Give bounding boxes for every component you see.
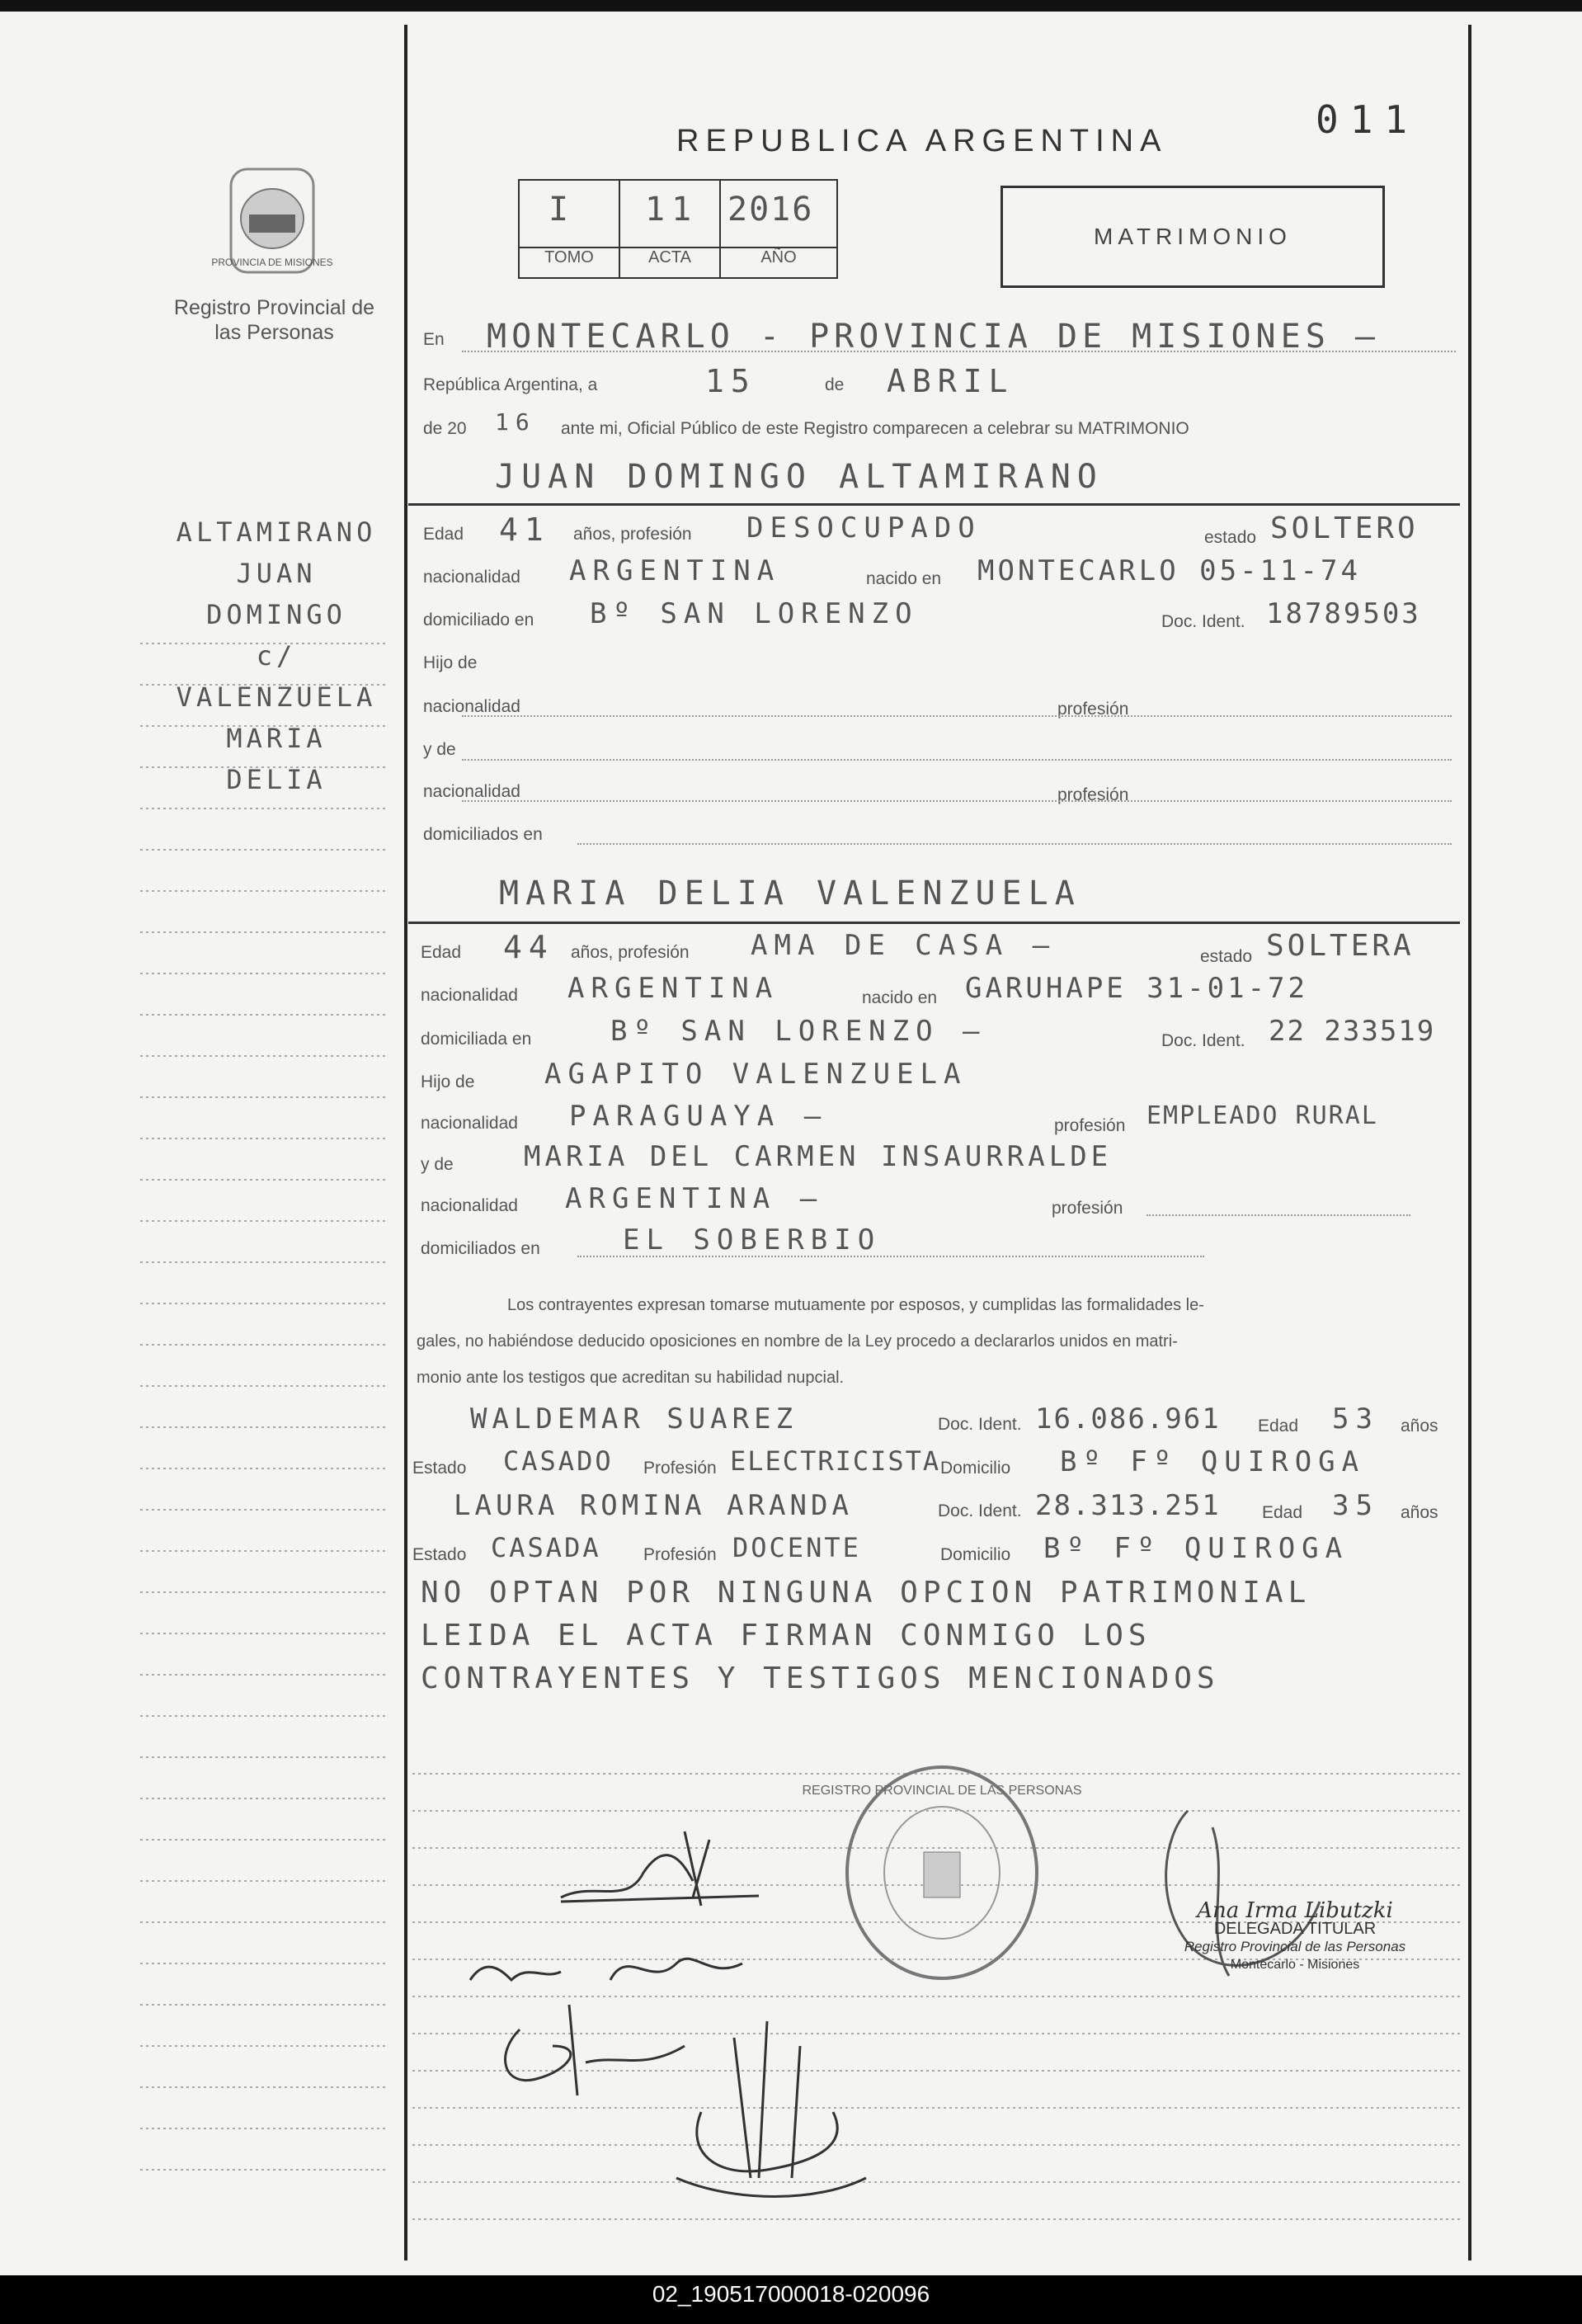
groom-nacionalidad-label: nacionalidad [423, 568, 520, 587]
bride-domicilio-label: domiciliada en [421, 1030, 532, 1049]
statement-text: ante mi, Oficial Público de este Registro comparecen a celebrar su MATRIMONIO [561, 419, 1189, 438]
tomo-value: I [549, 191, 576, 229]
margin-note-line: VALENZUELA [176, 681, 377, 713]
witness1-profesion-label: Profesión [643, 1459, 717, 1478]
legal-line: gales, no habiéndose deducido oposiciones en nombre de la Ley procedo a declararlos unidos en matri- [417, 1332, 1178, 1351]
groom-name: JUAN DOMINGO ALTAMIRANO [495, 458, 1104, 496]
groom-doc: 18789503 [1266, 597, 1421, 630]
bride-nacionalidad: ARGENTINA [567, 972, 779, 1005]
witness2-doc-label: Doc. Ident. [938, 1501, 1022, 1520]
bride-doc-label: Doc. Ident. [1161, 1031, 1245, 1050]
witness1-edad-label: Edad [1258, 1417, 1299, 1435]
witness1-domicilio: Bº Fº QUIROGA [1060, 1445, 1366, 1478]
year-prefix-label: de 20 [423, 419, 467, 438]
registry-name: Registro Provincial de las Personas [173, 296, 375, 344]
groom-nac1-line [462, 715, 1452, 717]
round-seal-icon [802, 1761, 1082, 1984]
bride-domiciliados: EL SOBERBIO [623, 1223, 882, 1256]
witness1-domicilio-label: Domicilio [940, 1459, 1011, 1478]
witness1-anos: años [1401, 1417, 1438, 1435]
witness2-domicilio-label: Domicilio [940, 1545, 1011, 1564]
month-value: ABRIL [887, 363, 1015, 399]
right-margin-rule [1468, 25, 1471, 2260]
groom-dom-line [577, 843, 1452, 845]
witness1-edad: 53 [1332, 1402, 1379, 1435]
margin-note [148, 511, 404, 800]
official-stamp [1155, 1898, 1435, 1974]
groom-divider [408, 503, 1460, 506]
groom-domicilio-label: domiciliado en [423, 610, 534, 629]
groom-nac2-line [462, 800, 1452, 802]
acta-value: 11 [645, 191, 699, 229]
groom-prof1-label: profesión [1057, 700, 1129, 719]
witness1-doc-label: Doc. Ident. [938, 1415, 1022, 1434]
round-seal-text: REGISTRO PROVINCIAL DE LAS PERSONAS [802, 1784, 1082, 1798]
witness2-domicilio: Bº Fº QUIROGA [1043, 1532, 1349, 1565]
groom-prof2-label: profesión [1057, 785, 1129, 804]
acta-label: ACTA [619, 247, 721, 279]
groom-edad: 41 [499, 511, 550, 548]
witness2-edad-label: Edad [1262, 1503, 1303, 1522]
scan-top-edge [0, 0, 1582, 12]
groom-estado: SOLTERO [1270, 511, 1419, 545]
margin-note-line: DELIA [226, 764, 327, 795]
place-line [462, 351, 1456, 352]
note-line: NO OPTAN POR NINGUNA OPCION PATRIMONIAL [421, 1576, 1311, 1610]
coat-of-arms-icon [211, 165, 333, 276]
bride-madre: MARIA DEL CARMEN INSAURRALDE [524, 1140, 1113, 1173]
witness2-doc: 28.313.251 [1035, 1489, 1221, 1522]
witness1-estado: CASADO [503, 1445, 614, 1477]
bride-nac1-label: nacionalidad [421, 1114, 518, 1133]
bride-padre: AGAPITO VALENZUELA [544, 1058, 968, 1091]
seal-text: PROVINCIA DE MISIONES [211, 257, 333, 268]
margin-note-line: MARIA [226, 723, 327, 754]
groom-hijo-label: Hijo de [423, 653, 478, 672]
day-value: 15 [705, 363, 756, 399]
bride-padre-prof: EMPLEADO RURAL [1146, 1101, 1378, 1130]
signature-witness-2 [668, 2013, 883, 2203]
ano-value: 2016 [727, 191, 814, 229]
legal-text [417, 1287, 1452, 1396]
official-place: Montecarlo - Misiones [1230, 1958, 1360, 1972]
official-office: Registro Provincial de las Personas [1184, 1939, 1406, 1954]
groom-edad-label: Edad [423, 525, 464, 544]
witness2-name: LAURA ROMINA ARANDA [454, 1489, 853, 1522]
groom-yde-label: y de [423, 740, 456, 759]
bride-padre-nac: PARAGUAYA — [569, 1100, 828, 1133]
ano-label: AÑO [719, 247, 838, 279]
bride-prof2-line [1146, 1214, 1410, 1216]
note-line: LEIDA EL ACTA FIRMAN CONMIGO LOS [421, 1619, 1151, 1652]
de-label: de [825, 375, 845, 394]
margin-note-line: c/ [256, 640, 297, 672]
bride-yde-label: y de [421, 1155, 454, 1174]
official-name: Ana Irma Libutzki [1197, 1898, 1393, 1923]
bride-nacido-label: nacido en [862, 988, 938, 1007]
witness2-estado-label: Estado [412, 1545, 467, 1564]
notes [421, 1572, 1460, 1700]
tomo-cell [518, 179, 620, 248]
place-value: MONTECARLO - PROVINCIA DE MISIONES — [487, 318, 1380, 356]
bride-divider [408, 922, 1460, 924]
margin-note-line: ALTAMIRANO [176, 516, 377, 548]
bride-prof1-label: profesión [1054, 1116, 1126, 1135]
margin-ruled-lines [140, 643, 396, 2194]
witness1-doc: 16.086.961 [1035, 1402, 1221, 1435]
bride-nacionalidad-label: nacionalidad [421, 986, 518, 1005]
note-line: CONTRAYENTES Y TESTIGOS MENCIONADOS [421, 1662, 1220, 1695]
ano-cell [719, 179, 838, 248]
witness2-profesion-label: Profesión [643, 1545, 717, 1564]
witness2-anos: años [1401, 1503, 1438, 1522]
bride-profesion: AMA DE CASA — [751, 929, 1057, 962]
bride-dom-line [577, 1256, 1204, 1257]
bride-prof2-label: profesión [1052, 1199, 1123, 1218]
margin-note-line: DOMINGO [206, 599, 346, 630]
year-value: 16 [495, 408, 536, 436]
groom-profesion-label: años, profesión [573, 525, 692, 544]
witness1-name: WALDEMAR SUAREZ [470, 1402, 798, 1435]
legal-line: Los contrayentes expresan tomarse mutuamente por esposos, y cumplidas las formalidades le- [507, 1296, 1204, 1314]
republica-label: República Argentina, a [423, 375, 598, 394]
bride-nac2-label: nacionalidad [421, 1196, 518, 1215]
witness2-profesion: DOCENTE [732, 1532, 861, 1563]
bride-profesion-label: años, profesión [571, 943, 690, 962]
tomo-label: TOMO [518, 247, 620, 279]
left-margin-rule [404, 25, 407, 2260]
signature-bride [462, 1922, 792, 2005]
groom-estado-label: estado [1204, 528, 1257, 547]
bride-domiciliados-label: domiciliados en [421, 1239, 540, 1258]
groom-domicilio: Bº SAN LORENZO [590, 597, 919, 630]
bride-domicilio: Bº SAN LORENZO — [610, 1015, 986, 1048]
witness2-edad: 35 [1332, 1489, 1379, 1522]
witness1-estado-label: Estado [412, 1459, 467, 1478]
groom-profesion: DESOCUPADO [746, 511, 982, 544]
groom-nac2-label: nacionalidad [423, 782, 520, 801]
bride-edad: 44 [503, 929, 554, 965]
groom-yde-line [462, 759, 1452, 761]
en-label: En [423, 330, 445, 349]
margin-note-line: JUAN [236, 558, 317, 589]
scan-footer-code: 02_190517000018-020096 [652, 2281, 930, 2307]
groom-nac1-label: nacionalidad [423, 697, 520, 716]
country-title: REPUBLICA ARGENTINA [676, 124, 1168, 158]
groom-nacido-label: nacido en [866, 569, 942, 588]
bride-estado-label: estado [1200, 947, 1253, 966]
bride-edad-label: Edad [421, 943, 462, 962]
bride-estado: SOLTERA [1266, 929, 1415, 963]
provincial-seal [211, 165, 333, 276]
groom-doc-label: Doc. Ident. [1161, 612, 1245, 631]
bride-name: MARIA DELIA VALENZUELA [499, 874, 1081, 912]
round-seal [802, 1761, 1082, 1984]
page-number: 011 [1316, 97, 1420, 142]
bride-hijo-label: Hijo de [421, 1072, 475, 1091]
acta-cell [619, 179, 721, 248]
bride-nacido: GARUHAPE 31-01-72 [965, 972, 1308, 1005]
legal-line: monio ante los testigos que acreditan su habilidad nupcial. [417, 1369, 845, 1387]
signature-groom [544, 1815, 792, 1922]
bride-madre-nac: ARGENTINA — [565, 1182, 824, 1215]
witness1-profesion: ELECTRICISTA [730, 1445, 941, 1477]
act-type-box: MATRIMONIO [1001, 186, 1385, 288]
witness2-estado: CASADA [491, 1532, 601, 1563]
groom-nacionalidad: ARGENTINA [569, 554, 781, 587]
official-title: DELEGADA TITULAR [1213, 1920, 1377, 1938]
groom-nacido: MONTECARLO 05-11-74 [977, 554, 1361, 587]
bride-doc: 22 233519 [1269, 1015, 1436, 1048]
groom-domiciliados-label: domiciliados en [423, 825, 543, 844]
